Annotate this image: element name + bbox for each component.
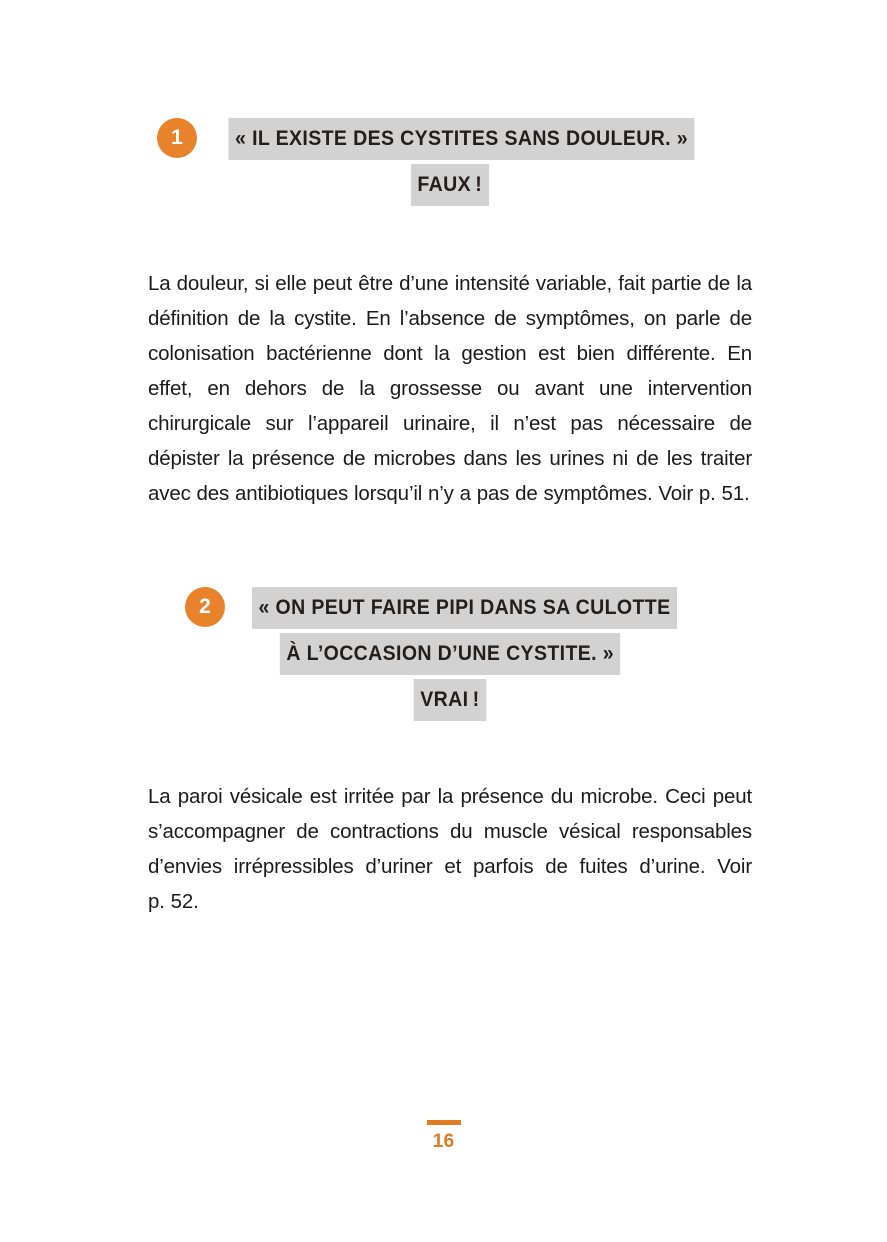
heading-row-2 [148,587,752,725]
answer-paragraph-1: La douleur, si elle peut être d’une intensité variable, fait partie de la définition de la cystite. En l’absence de symptômes, on parle de colonisation bactérienne dont la gestion est bien différente. En effet, en dehors de la grossesse ou avant une intervention chirurgicale sur l’appareil urinaire, il n’est pas nécessaire de dépister la présence de microbes dans les urines ni de les traiter avec des antibiotiques lorsqu’il n’y a pas de symptômes. Voir p. 51. [148,272,752,505]
heading-1-line-2 [148,164,752,210]
heading-1-answer-label: FAUX ! [411,164,489,206]
heading-2-line-1-text: « ON PEUT FAIRE PIPI DANS SA CULOTTE [252,587,677,629]
heading-2-answer-label: VRAI ! [414,679,486,721]
page-footer [0,1120,887,1152]
question-number-badge-2: 2 [185,587,225,627]
content-column [148,0,752,1242]
heading-2-line-2 [148,633,752,679]
answer-paragraph-2: La paroi vésicale est irritée par la présence du microbe. Ceci peut s’accompagner de contractions du muscle vésical responsables d’envies irrépressibles d’uriner et parfois de fuites d’urine. Voir p. 52. [148,785,752,913]
qa-block-1 [148,118,752,511]
heading-2 [148,587,752,725]
question-number-badge-1: 1 [157,118,197,158]
footer-rule [427,1120,461,1125]
heading-row-1 [148,118,752,210]
heading-2-line-3 [148,679,752,725]
heading-2-line-2-text: À L’OCCASION D’UNE CYSTITE. » [280,633,621,675]
heading-1-line-1 [148,118,752,164]
page-number: 16 [432,1131,455,1152]
heading-2-line-1 [148,587,752,633]
qa-block-2 [148,587,752,919]
heading-1-line-1-text: « IL EXISTE DES CYSTITES SANS DOULEUR. » [229,118,695,160]
heading-1 [148,118,752,210]
